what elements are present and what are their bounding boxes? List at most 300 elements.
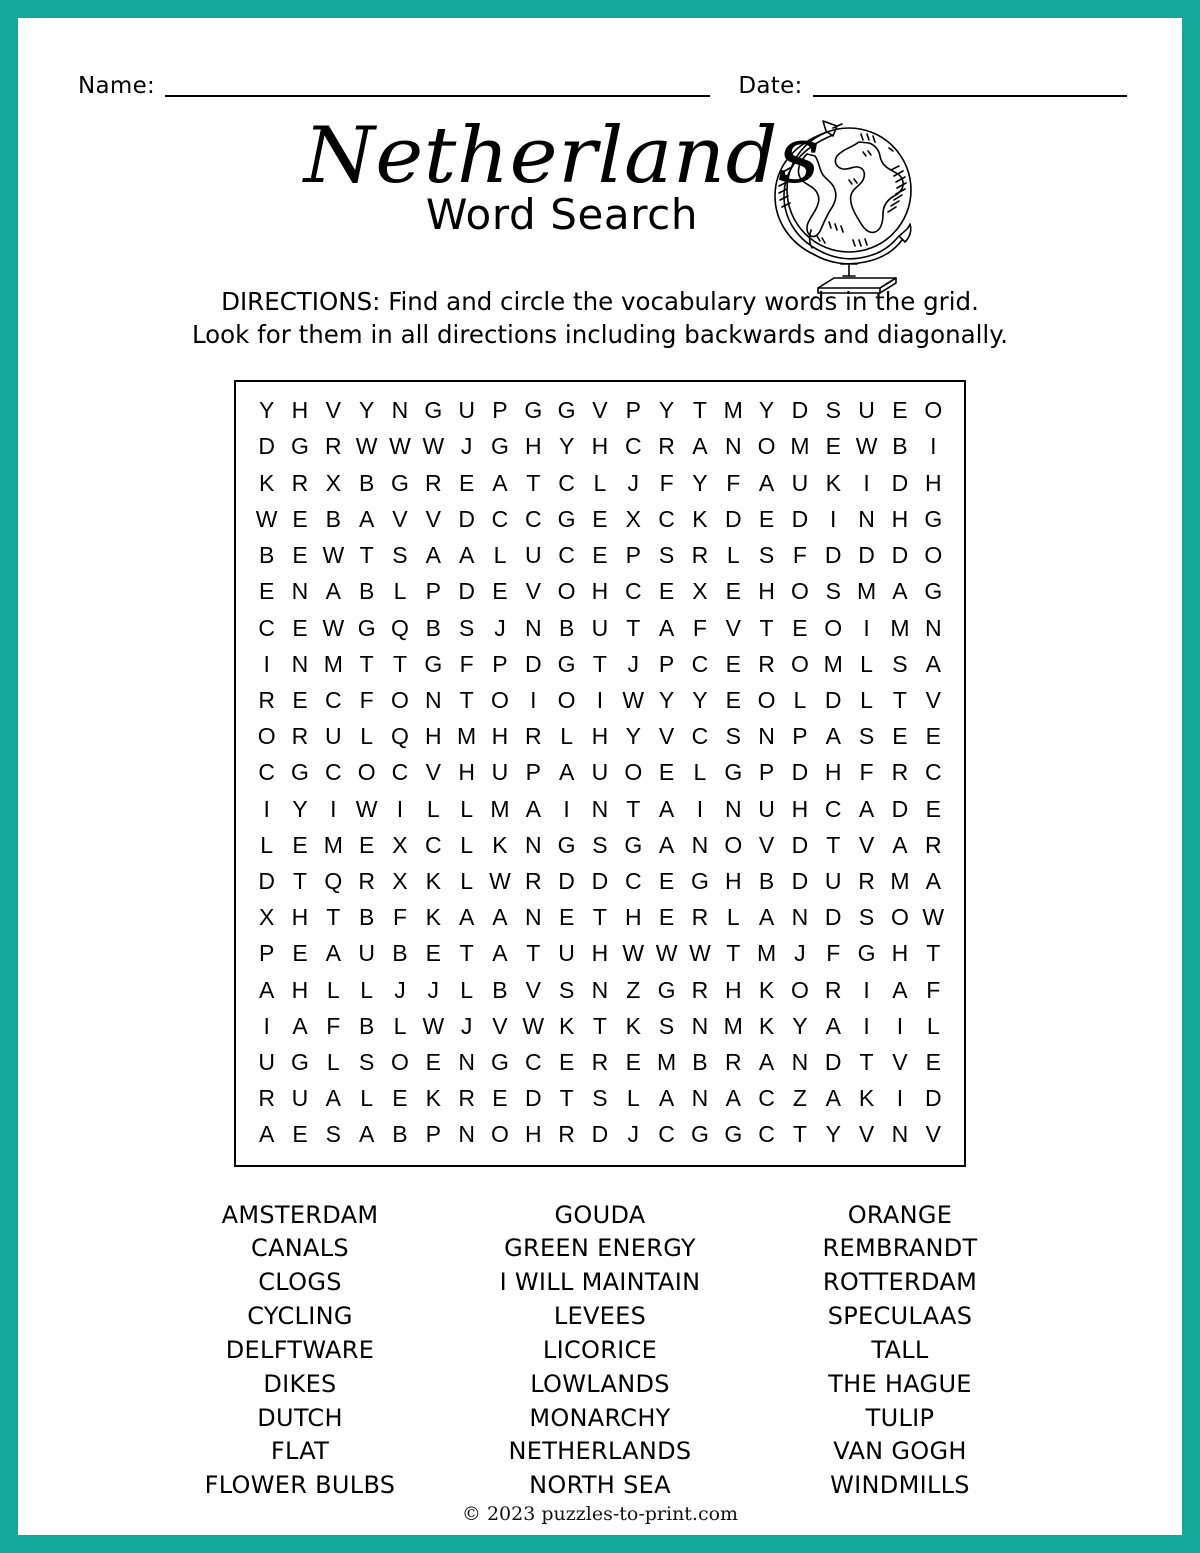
letter-cell[interactable]: C — [558, 469, 575, 496]
letter-cell[interactable]: Y — [658, 397, 675, 424]
letter-cell[interactable]: E — [292, 542, 308, 569]
letter-cell[interactable]: M — [890, 614, 910, 641]
letter-cell[interactable]: E — [292, 505, 308, 532]
letter-cell[interactable]: I — [263, 1012, 270, 1039]
letter-cell[interactable]: E — [292, 614, 308, 641]
letter-cell[interactable]: K — [492, 831, 508, 858]
letter-cell[interactable]: A — [525, 795, 541, 822]
letter-cell[interactable]: K — [558, 1012, 575, 1039]
letter-cell[interactable]: E — [625, 1048, 641, 1075]
letter-cell[interactable]: I — [263, 650, 270, 677]
letter-cell[interactable]: P — [658, 650, 675, 677]
letter-cell[interactable]: C — [924, 759, 942, 786]
letter-cell[interactable]: A — [825, 723, 841, 750]
letter-cell[interactable]: I — [863, 469, 870, 496]
letter-cell[interactable]: U — [325, 723, 342, 750]
letter-cell[interactable]: A — [492, 940, 508, 967]
letter-cell[interactable]: L — [360, 1085, 374, 1112]
word-list-item[interactable]: SPECULAAS — [827, 1302, 973, 1331]
letter-cell[interactable]: G — [424, 397, 443, 424]
letter-cell[interactable]: U — [758, 795, 775, 822]
letter-cell[interactable]: L — [360, 723, 374, 750]
letter-cell[interactable]: R — [724, 1048, 742, 1075]
letter-cell[interactable]: B — [358, 469, 375, 496]
letter-cell[interactable]: O — [491, 1121, 509, 1148]
letter-cell[interactable]: W — [322, 614, 345, 641]
letter-cell[interactable]: K — [692, 505, 708, 532]
letter-cell[interactable]: H — [491, 723, 509, 750]
letter-cell[interactable]: O — [757, 433, 776, 460]
letter-cell[interactable]: C — [258, 614, 275, 641]
letter-cell[interactable]: N — [591, 795, 609, 822]
letter-cell[interactable]: P — [492, 650, 508, 677]
letter-cell[interactable]: D — [458, 578, 475, 605]
letter-cell[interactable]: W — [389, 433, 411, 460]
letter-cell[interactable]: Y — [358, 397, 375, 424]
letter-cell[interactable]: F — [726, 469, 741, 496]
letter-cell[interactable]: A — [925, 867, 941, 894]
letter-cell[interactable]: S — [358, 1048, 375, 1075]
letter-cell[interactable]: H — [291, 397, 309, 424]
letter-cell[interactable]: J — [494, 614, 506, 641]
letter-cell[interactable]: S — [858, 904, 875, 931]
letter-cell[interactable]: R — [358, 867, 375, 894]
letter-cell[interactable]: L — [393, 1012, 407, 1039]
letter-cell[interactable]: C — [491, 505, 509, 532]
letter-cell[interactable]: B — [358, 578, 375, 605]
letter-cell[interactable]: O — [557, 578, 576, 605]
word-list-item[interactable]: THE HAGUE — [828, 1369, 972, 1398]
letter-cell[interactable]: D — [824, 904, 842, 931]
letter-cell[interactable]: T — [526, 469, 541, 496]
letter-cell[interactable]: Y — [758, 397, 775, 424]
letter-cell[interactable]: C — [691, 650, 709, 677]
letter-cell[interactable]: H — [924, 469, 942, 496]
letter-cell[interactable]: Y — [825, 1121, 841, 1148]
word-list-item[interactable]: DELFTWARE — [225, 1335, 375, 1364]
letter-cell[interactable]: E — [292, 1121, 308, 1148]
letter-cell[interactable]: D — [824, 1048, 842, 1075]
word-list-item[interactable]: I WILL MAINTAIN — [499, 1268, 701, 1297]
letter-cell[interactable]: W — [922, 904, 945, 931]
letter-cell[interactable]: J — [627, 1121, 640, 1148]
letter-cell[interactable]: W — [322, 542, 345, 569]
letter-cell[interactable]: T — [526, 940, 541, 967]
letter-cell[interactable]: G — [557, 505, 576, 532]
letter-cell[interactable]: H — [291, 904, 309, 931]
letter-cell[interactable]: I — [863, 976, 870, 1003]
letter-cell[interactable]: O — [624, 759, 643, 786]
letter-cell[interactable]: D — [891, 795, 909, 822]
letter-cell[interactable]: F — [859, 759, 874, 786]
letter-cell[interactable]: A — [658, 614, 675, 641]
letter-cell[interactable]: L — [860, 686, 873, 713]
letter-cell[interactable]: W — [255, 505, 278, 532]
letter-cell[interactable]: H — [591, 433, 609, 460]
letter-cell[interactable]: R — [691, 904, 709, 931]
letter-cell[interactable]: U — [791, 469, 809, 496]
letter-cell[interactable]: D — [791, 831, 809, 858]
letter-cell[interactable]: N — [391, 397, 409, 424]
letter-cell[interactable]: A — [358, 505, 375, 532]
letter-cell[interactable]: J — [394, 976, 406, 1003]
letter-cell[interactable]: J — [427, 976, 440, 1003]
letter-cell[interactable]: A — [658, 831, 675, 858]
letter-cell[interactable]: A — [658, 1085, 675, 1112]
letter-cell[interactable]: S — [592, 831, 608, 858]
letter-cell[interactable]: T — [626, 795, 641, 822]
letter-cell[interactable]: N — [758, 723, 775, 750]
word-list-item[interactable]: MONARCHY — [529, 1403, 671, 1432]
letter-cell[interactable]: V — [758, 831, 775, 858]
letter-cell[interactable]: U — [258, 1048, 275, 1075]
letter-cell[interactable]: G — [657, 976, 676, 1003]
letter-cell[interactable]: I — [896, 1085, 904, 1112]
letter-cell[interactable]: Y — [792, 1012, 808, 1039]
letter-cell[interactable]: N — [724, 795, 742, 822]
letter-cell[interactable]: M — [723, 1012, 743, 1039]
letter-cell[interactable]: O — [890, 904, 909, 931]
letter-cell[interactable]: K — [625, 1012, 641, 1039]
letter-cell[interactable]: Y — [292, 795, 308, 822]
letter-cell[interactable]: C — [824, 795, 842, 822]
word-list-item[interactable]: NORTH SEA — [529, 1471, 671, 1500]
letter-cell[interactable]: Y — [658, 686, 675, 713]
letter-cell[interactable]: L — [326, 976, 340, 1003]
letter-cell[interactable]: C — [624, 867, 642, 894]
letter-cell[interactable]: L — [560, 723, 574, 750]
letter-cell[interactable]: H — [524, 1121, 542, 1148]
letter-cell[interactable]: T — [592, 650, 607, 677]
letter-cell[interactable]: U — [591, 614, 609, 641]
letter-cell[interactable]: A — [658, 795, 675, 822]
letter-cell[interactable]: U — [858, 397, 875, 424]
letter-cell[interactable]: K — [425, 904, 441, 931]
letter-cell[interactable]: A — [758, 1048, 775, 1075]
letter-cell[interactable]: H — [524, 433, 542, 460]
letter-cell[interactable]: H — [891, 505, 909, 532]
letter-cell[interactable]: R — [524, 867, 542, 894]
letter-cell[interactable]: V — [392, 505, 408, 532]
letter-cell[interactable]: C — [558, 542, 575, 569]
letter-cell[interactable]: Q — [391, 614, 409, 641]
letter-cell[interactable]: X — [392, 867, 408, 894]
letter-cell[interactable]: L — [860, 650, 873, 677]
letter-cell[interactable]: H — [591, 723, 609, 750]
letter-cell[interactable]: H — [791, 795, 809, 822]
letter-cell[interactable]: T — [292, 867, 308, 894]
letter-cell[interactable]: B — [425, 614, 441, 641]
letter-cell[interactable]: G — [557, 650, 576, 677]
letter-cell[interactable]: E — [425, 940, 441, 967]
letter-cell[interactable]: L — [726, 542, 740, 569]
letter-cell[interactable]: R — [658, 433, 675, 460]
letter-cell[interactable]: B — [392, 940, 408, 967]
letter-cell[interactable]: R — [858, 867, 875, 894]
letter-cell[interactable]: X — [325, 469, 341, 496]
letter-cell[interactable]: E — [425, 1048, 441, 1075]
letter-cell[interactable]: E — [292, 686, 308, 713]
letter-cell[interactable]: K — [425, 1085, 441, 1112]
letter-cell[interactable]: A — [258, 1121, 275, 1148]
letter-cell[interactable]: D — [824, 686, 842, 713]
letter-cell[interactable]: Z — [626, 976, 641, 1003]
letter-cell[interactable]: E — [558, 904, 575, 931]
letter-cell[interactable]: O — [790, 578, 809, 605]
letter-cell[interactable]: W — [355, 795, 378, 822]
letter-cell[interactable]: B — [392, 1121, 408, 1148]
letter-cell[interactable]: R — [691, 542, 709, 569]
letter-cell[interactable]: B — [758, 867, 775, 894]
letter-cell[interactable]: G — [690, 1121, 709, 1148]
letter-cell[interactable]: G — [291, 759, 309, 786]
word-list-item[interactable]: TULIP — [865, 1403, 935, 1432]
letter-cell[interactable]: A — [892, 976, 908, 1003]
letter-cell[interactable]: H — [591, 940, 609, 967]
letter-cell[interactable]: C — [691, 723, 709, 750]
letter-cell[interactable]: G — [291, 1048, 309, 1075]
letter-cell[interactable]: G — [857, 940, 876, 967]
letter-cell[interactable]: N — [724, 433, 742, 460]
letter-cell[interactable]: K — [758, 1012, 775, 1039]
letter-cell[interactable]: L — [326, 1048, 340, 1075]
letter-cell[interactable]: L — [926, 1012, 940, 1039]
letter-cell[interactable]: G — [491, 433, 509, 460]
letter-cell[interactable]: N — [458, 1121, 475, 1148]
letter-cell[interactable]: S — [392, 542, 408, 569]
letter-cell[interactable]: S — [825, 578, 841, 605]
letter-cell[interactable]: R — [824, 976, 842, 1003]
letter-cell[interactable]: V — [425, 505, 441, 532]
letter-cell[interactable]: D — [824, 542, 842, 569]
letter-cell[interactable]: G — [724, 1121, 743, 1148]
letter-cell[interactable]: S — [658, 1012, 675, 1039]
letter-cell[interactable]: I — [330, 795, 337, 822]
letter-cell[interactable]: G — [557, 831, 576, 858]
letter-cell[interactable]: E — [725, 686, 741, 713]
letter-cell[interactable]: I — [863, 614, 870, 641]
letter-cell[interactable]: G — [291, 433, 309, 460]
letter-cell[interactable]: R — [891, 759, 909, 786]
letter-cell[interactable]: P — [425, 1121, 441, 1148]
letter-cell[interactable]: A — [325, 940, 341, 967]
letter-cell[interactable]: M — [790, 433, 810, 460]
letter-cell[interactable]: L — [793, 686, 807, 713]
letter-cell[interactable]: J — [627, 650, 640, 677]
letter-cell[interactable]: P — [792, 723, 808, 750]
letter-cell[interactable]: E — [458, 469, 475, 496]
letter-cell[interactable]: M — [823, 650, 843, 677]
letter-cell[interactable]: R — [591, 1048, 609, 1075]
letter-cell[interactable]: O — [557, 686, 576, 713]
letter-cell[interactable]: D — [791, 759, 809, 786]
letter-cell[interactable]: R — [458, 1085, 475, 1112]
letter-cell[interactable]: H — [824, 759, 842, 786]
letter-cell[interactable]: G — [924, 505, 943, 532]
letter-cell[interactable]: T — [759, 614, 774, 641]
letter-cell[interactable]: D — [858, 542, 875, 569]
letter-cell[interactable]: V — [592, 397, 608, 424]
letter-cell[interactable]: B — [892, 433, 908, 460]
letter-cell[interactable]: H — [291, 976, 309, 1003]
letter-cell[interactable]: D — [258, 433, 275, 460]
letter-cell[interactable]: U — [491, 759, 509, 786]
letter-cell[interactable]: N — [424, 686, 442, 713]
letter-cell[interactable]: R — [291, 723, 309, 750]
letter-cell[interactable]: W — [422, 1012, 445, 1039]
letter-cell[interactable]: P — [625, 397, 641, 424]
letter-cell[interactable]: V — [925, 1121, 941, 1148]
letter-cell[interactable]: R — [325, 433, 342, 460]
letter-cell[interactable]: F — [792, 542, 807, 569]
letter-cell[interactable]: N — [291, 578, 309, 605]
letter-cell[interactable]: A — [425, 542, 441, 569]
letter-cell[interactable]: S — [592, 1085, 608, 1112]
letter-cell[interactable]: X — [625, 505, 641, 532]
letter-cell[interactable]: I — [830, 505, 837, 532]
letter-cell[interactable]: A — [758, 469, 775, 496]
letter-cell[interactable]: O — [391, 1048, 409, 1075]
letter-cell[interactable]: T — [792, 1121, 807, 1148]
letter-cell[interactable]: L — [626, 1085, 640, 1112]
letter-cell[interactable]: T — [859, 1048, 874, 1075]
letter-cell[interactable]: D — [891, 469, 909, 496]
letter-cell[interactable]: A — [758, 904, 775, 931]
letter-cell[interactable]: N — [691, 831, 709, 858]
letter-cell[interactable]: M — [890, 867, 910, 894]
letter-cell[interactable]: N — [791, 904, 809, 931]
letter-cell[interactable]: N — [891, 1121, 909, 1148]
letter-cell[interactable]: A — [692, 433, 708, 460]
letter-cell[interactable]: X — [258, 904, 275, 931]
letter-cell[interactable]: C — [758, 1085, 775, 1112]
letter-cell[interactable]: C — [258, 759, 275, 786]
letter-cell[interactable]: E — [825, 433, 841, 460]
letter-cell[interactable]: J — [460, 433, 473, 460]
letter-cell[interactable]: F — [826, 940, 841, 967]
word-list-item[interactable]: FLAT — [270, 1437, 330, 1466]
letter-cell[interactable]: X — [692, 578, 708, 605]
letter-cell[interactable]: G — [624, 831, 643, 858]
letter-cell[interactable]: C — [658, 505, 675, 532]
name-write-line[interactable] — [165, 95, 710, 97]
letter-cell[interactable]: L — [426, 795, 440, 822]
letter-cell[interactable]: E — [725, 578, 741, 605]
letter-cell[interactable]: T — [592, 904, 607, 931]
letter-cell[interactable]: O — [357, 759, 376, 786]
letter-cell[interactable]: Y — [692, 469, 708, 496]
letter-cell[interactable]: F — [326, 1012, 341, 1039]
letter-cell[interactable]: J — [460, 1012, 473, 1039]
letter-cell[interactable]: D — [724, 505, 742, 532]
letter-cell[interactable]: A — [458, 542, 475, 569]
letter-cell[interactable]: L — [493, 542, 507, 569]
letter-cell[interactable]: O — [391, 686, 409, 713]
letter-cell[interactable]: N — [924, 614, 942, 641]
letter-cell[interactable]: N — [458, 1048, 475, 1075]
letter-cell[interactable]: U — [358, 940, 375, 967]
letter-cell[interactable]: P — [492, 397, 508, 424]
letter-cell[interactable]: A — [892, 831, 908, 858]
letter-cell[interactable]: O — [790, 650, 809, 677]
letter-cell[interactable]: D — [791, 867, 809, 894]
letter-cell[interactable]: W — [855, 433, 878, 460]
letter-cell[interactable]: T — [626, 614, 641, 641]
letter-cell[interactable]: E — [258, 578, 275, 605]
letter-cell[interactable]: L — [460, 831, 474, 858]
word-list-item[interactable]: ROTTERDAM — [822, 1268, 978, 1297]
letter-cell[interactable]: V — [858, 831, 875, 858]
letter-cell[interactable]: A — [825, 1085, 841, 1112]
letter-cell[interactable]: L — [460, 795, 474, 822]
letter-cell[interactable]: A — [858, 795, 875, 822]
letter-cell[interactable]: I — [530, 686, 537, 713]
letter-cell[interactable]: I — [896, 1012, 904, 1039]
letter-cell[interactable]: M — [657, 1048, 677, 1075]
letter-cell[interactable]: L — [460, 867, 474, 894]
letter-cell[interactable]: S — [558, 976, 575, 1003]
letter-cell[interactable]: G — [524, 397, 543, 424]
letter-cell[interactable]: U — [591, 759, 609, 786]
word-list-item[interactable]: FLOWER BULBS — [204, 1471, 396, 1500]
letter-cell[interactable]: S — [858, 723, 875, 750]
letter-cell[interactable]: L — [393, 578, 407, 605]
letter-cell[interactable]: W — [522, 1012, 545, 1039]
letter-cell[interactable]: E — [792, 614, 808, 641]
word-list-item[interactable]: GREEN ENERGY — [504, 1234, 696, 1263]
letter-cell[interactable]: A — [558, 759, 575, 786]
letter-cell[interactable]: N — [791, 1048, 809, 1075]
letter-cell[interactable]: N — [691, 1012, 709, 1039]
letter-cell[interactable]: A — [492, 469, 508, 496]
letter-cell[interactable]: E — [658, 578, 675, 605]
letter-cell[interactable]: W — [655, 940, 678, 967]
letter-cell[interactable]: F — [459, 650, 474, 677]
word-list-item[interactable]: AMSTERDAM — [221, 1200, 379, 1229]
letter-cell[interactable]: C — [624, 578, 642, 605]
letter-cell[interactable]: W — [355, 433, 378, 460]
letter-cell[interactable]: P — [625, 542, 641, 569]
letter-cell[interactable]: O — [724, 831, 743, 858]
word-list-item[interactable]: TALL — [871, 1335, 929, 1364]
letter-cell[interactable]: S — [825, 397, 841, 424]
letter-cell[interactable]: B — [325, 505, 341, 532]
letter-cell[interactable]: B — [358, 904, 375, 931]
letter-cell[interactable]: D — [591, 1121, 609, 1148]
letter-cell[interactable]: T — [926, 940, 941, 967]
letter-cell[interactable]: C — [624, 433, 642, 460]
letter-cell[interactable]: W — [622, 940, 645, 967]
letter-cell[interactable]: C — [325, 759, 342, 786]
letter-cell[interactable]: G — [924, 578, 943, 605]
letter-cell[interactable]: P — [525, 759, 541, 786]
letter-cell[interactable]: S — [458, 614, 475, 641]
letter-cell[interactable]: Y — [258, 397, 275, 424]
letter-cell[interactable]: F — [692, 614, 707, 641]
letter-cell[interactable]: K — [425, 867, 441, 894]
letter-cell[interactable]: E — [892, 397, 908, 424]
letter-cell[interactable]: V — [725, 614, 741, 641]
letter-cell[interactable]: E — [892, 723, 908, 750]
letter-cell[interactable]: W — [422, 433, 445, 460]
letter-cell[interactable]: T — [459, 686, 474, 713]
letter-cell[interactable]: A — [358, 1121, 375, 1148]
letter-cell[interactable]: V — [525, 578, 541, 605]
letter-cell[interactable]: H — [724, 867, 742, 894]
letter-cell[interactable]: S — [325, 1121, 341, 1148]
letter-cell[interactable]: I — [263, 795, 270, 822]
letter-cell[interactable]: O — [790, 976, 809, 1003]
